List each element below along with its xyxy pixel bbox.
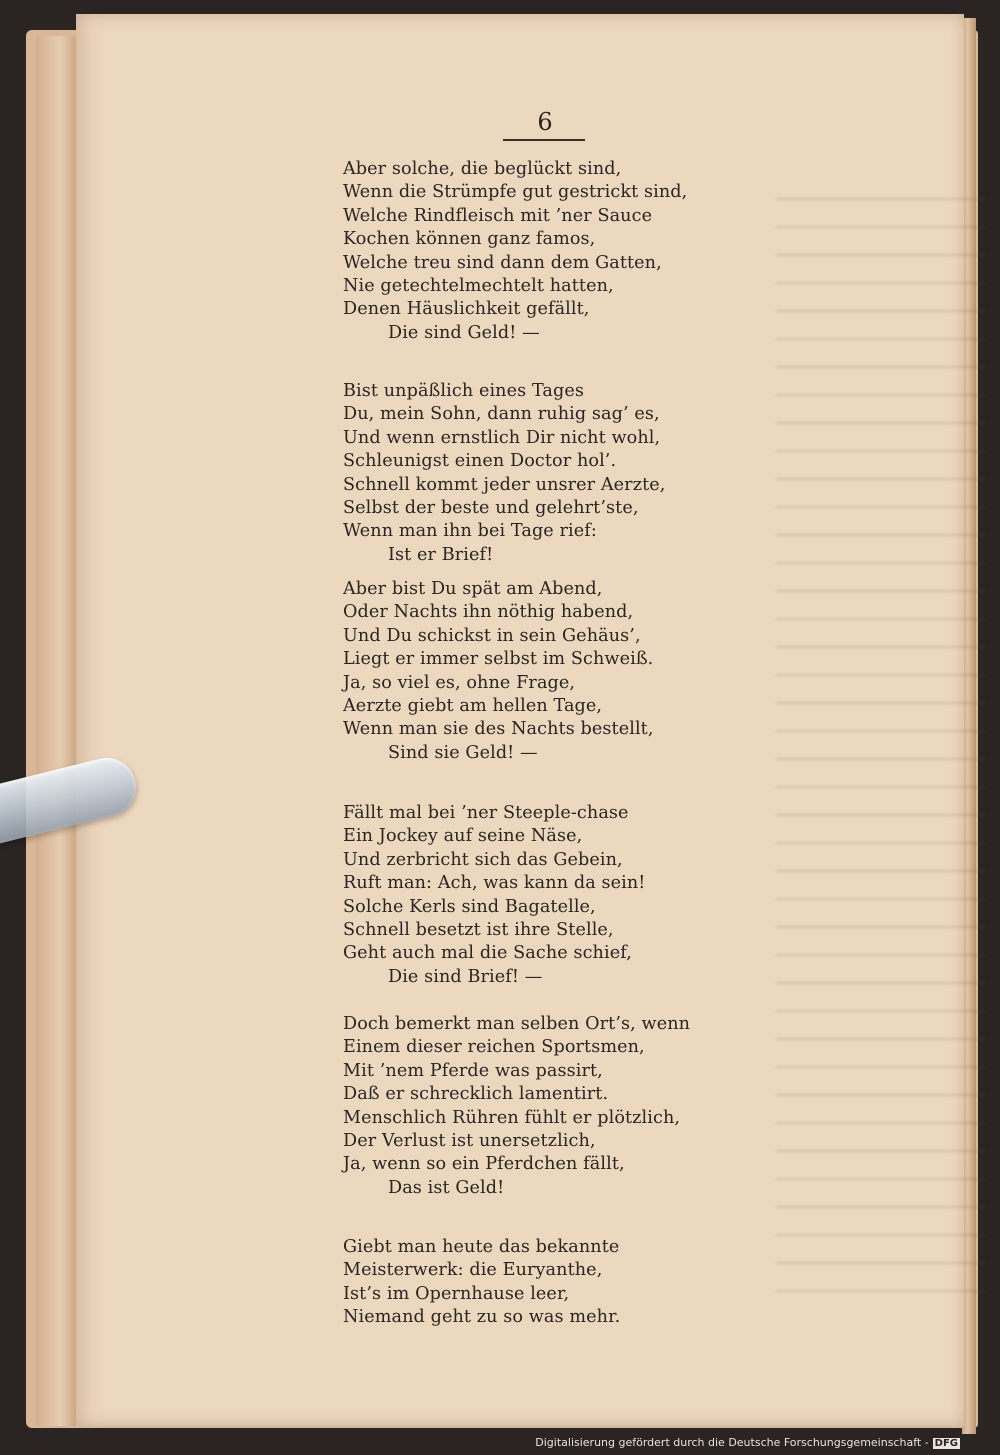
verse-line: Fällt mal bei ’ner Steeple-chase [343,803,629,823]
page-number-rule [503,139,585,141]
verse-refrain: Die sind Geld! — [388,322,540,343]
footer-text: Digitalisierung gefördert durch die Deutsche Forschungsgemeinschaft - [535,1436,929,1449]
verse-line: Ja, so viel es, ohne Frage, [343,672,576,693]
verse-line: Liegt er immer selbst im Schweiß. [343,649,654,670]
bleed-through-text [776,184,986,1314]
stanza-1 [343,158,687,345]
verse-line: Schnell besetzt ist ihre Stelle, [343,920,614,941]
verse-line: Menschlich Rühren fühlt er plötzlich, [343,1107,681,1128]
verse-line: Daß er schrecklich lamentirt. [343,1084,609,1105]
page-number: 6 [537,108,553,136]
verse-line: Selbst der beste und gelehrt’ste, [343,498,639,519]
verse-line: Und Du schickst in sein Gehäus’, [343,625,641,646]
verse-line: Ist’s im Opernhause leer, [343,1283,570,1304]
verse-line: Wenn man ihn bei Tage rief: [343,521,597,542]
verse-line: Aber bist Du spät am Abend, [343,579,603,599]
stanza-6 [343,1236,620,1330]
verse-refrain: Das ist Geld! [388,1177,505,1198]
page-edge-left [36,36,76,1426]
verse-line: Ja, wenn so ein Pferdchen fällt, [343,1154,625,1175]
verse-line: Ruft man: Ach, was kann da sein! [343,873,646,894]
verse-refrain: Die sind Brief! — [388,966,543,987]
verse-line: Und zerbricht sich das Gebein, [343,849,623,870]
verse-line: Schnell kommt jeder unsrer Aerzte, [343,474,666,495]
stanza-2 [343,380,665,567]
stanza-5 [343,1013,690,1200]
verse-line: Schleunigst einen Doctor hol’. [343,451,617,472]
verse-line: Ein Jockey auf seine Näse, [343,826,583,847]
verse-refrain: Sind sie Geld! — [388,742,538,763]
verse-line: Solche Kerls sind Bagatelle, [343,896,596,917]
verse-line: Meisterwerk: die Euryanthe, [343,1260,603,1281]
verse-line: Kochen können ganz famos, [343,229,596,250]
digitization-footer [535,1436,960,1449]
verse-line: Oder Nachts ihn nöthig habend, [343,602,634,623]
stanza-4 [343,802,645,989]
verse-line: Niemand geht zu so was mehr. [343,1307,621,1328]
verse-refrain: Ist er Brief! [388,544,494,565]
verse-line: Doch bemerkt man selben Ort’s, wenn [343,1014,691,1034]
verse-line: Wenn man sie des Nachts bestellt, [343,719,654,740]
verse-line: Einem dieser reichen Sportsmen, [343,1037,645,1058]
stanza-3 [343,578,654,765]
verse-line: Mit ’nem Pferde was passirt, [343,1060,603,1081]
verse-line: Nie getechtelmechtelt hatten, [343,276,614,297]
verse-line: Aber solche, die beglückt sind, [343,159,622,179]
verse-line: Aerzte giebt am hellen Tage, [343,696,603,717]
verse-line: Und wenn ernstlich Dir nicht wohl, [343,427,661,448]
verse-line: Wenn die Strümpfe gut gestrickt sind, [343,182,688,203]
verse-line: Denen Häuslichkeit gefällt, [343,299,590,320]
dfg-logo-icon: DFG [934,1438,958,1449]
verse-line: Der Verlust ist unersetzlich, [343,1131,596,1152]
verse-line: Welche treu sind dann dem Gatten, [343,252,662,273]
verse-line: Bist unpäßlich eines Tages [343,381,585,401]
verse-line: Welche Rindfleisch mit ’ner Sauce [343,205,653,226]
verse-line: Geht auch mal die Sache schief, [343,943,632,964]
verse-line: Giebt man heute das bekannte [343,1237,620,1257]
verse-line: Du, mein Sohn, dann ruhig sag’ es, [343,404,660,425]
